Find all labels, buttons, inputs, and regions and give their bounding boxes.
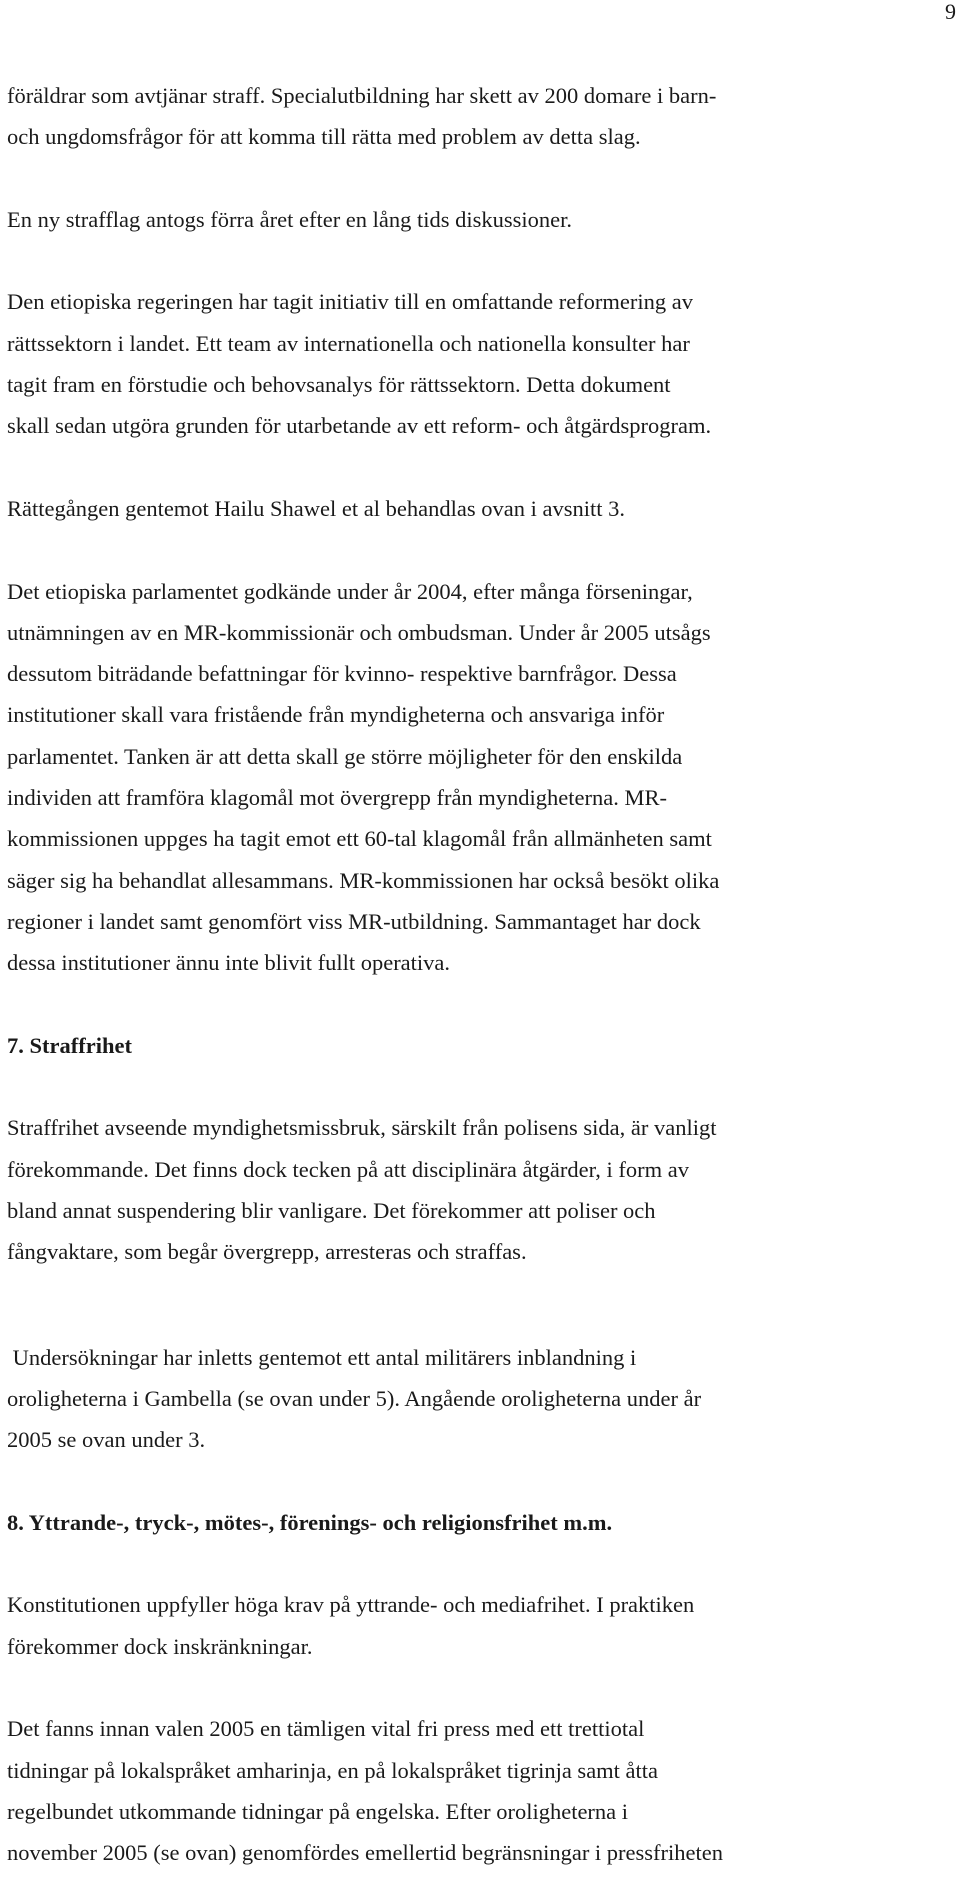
text-line: Rättegången gentemot Hailu Shawel et al behandlas ovan i avsnitt 3. — [7, 495, 625, 521]
text-line: kommissionen uppges ha tagit emot ett 60-tal klagomål från allmänheten samt — [7, 826, 712, 852]
text-line: parlamentet. Tanken är att detta skall ge större möjligheter för den enskilda — [7, 743, 683, 769]
text-line: Den etiopiska regeringen har tagit initiativ till en omfattande reformering av — [7, 289, 694, 315]
text-line: november 2005 (se ovan) genomfördes emellertid begränsningar i pressfriheten — [7, 1840, 724, 1866]
text-line: oroligheterna i Gambella (se ovan under 5). Angående oroligheterna under år — [7, 1385, 702, 1411]
text-line: Straffrihet avseende myndighetsmissbruk, särskilt från polisens sida, är vanligt — [7, 1115, 717, 1141]
text-line: utnämningen av en MR-kommissionär och ombudsman. Under år 2005 utsågs — [7, 619, 711, 645]
text-line: En ny strafflag antogs förra året efter en lång tids diskussioner. — [7, 206, 573, 232]
paragraph-child-judges — [7, 75, 952, 158]
section-heading-7: 7. Straffrihet — [7, 1032, 132, 1058]
text-line: förekommer dock inskränkningar. — [7, 1633, 313, 1659]
document-body — [7, 75, 952, 1873]
text-line: skall sedan utgöra grunden för utarbetande av ett reform- och åtgärdsprogram. — [7, 413, 712, 439]
paragraph-gambella-investigations — [7, 1337, 952, 1461]
paragraph-hailu-shawel-trial — [7, 488, 952, 529]
paragraph-penal-code — [7, 199, 952, 240]
paragraph-human-rights-commission — [7, 571, 952, 984]
paragraph-justice-reform — [7, 281, 952, 446]
paragraph-impunity — [7, 1107, 952, 1272]
text-line: Det fanns innan valen 2005 en tämligen vital fri press med ett trettiotal — [7, 1716, 645, 1742]
text-line: tagit fram en förstudie och behovsanalys för rättssektorn. Detta dokument — [7, 372, 671, 398]
text-line: föräldrar som avtjänar straff. Specialutbildning har skett av 200 domare i barn- — [7, 83, 717, 108]
text-line: Det etiopiska parlamentet godkände under år 2004, efter många förseningar, — [7, 578, 693, 604]
page-number: 9 — [945, 0, 956, 24]
text-line: och ungdomsfrågor för att komma till rätta med problem av detta slag. — [7, 124, 641, 150]
text-line: Undersökningar har inletts gentemot ett antal militärers inblandning i — [7, 1344, 637, 1370]
text-line: 2005 se ovan under 3. — [7, 1427, 206, 1453]
text-line: regelbundet utkommande tidningar på engelska. Efter oroligheterna i — [7, 1798, 629, 1824]
text-line: säger sig ha behandlat allesammans. MR-kommissionen har också besökt olika — [7, 867, 720, 893]
text-line: individen att framföra klagomål mot övergrepp från myndigheterna. MR- — [7, 785, 668, 811]
text-line: institutioner skall vara fristående från myndigheterna och ansvariga inför — [7, 702, 665, 728]
text-line: tidningar på lokalspråket amharinja, en på lokalspråket tigrinja samt åtta — [7, 1757, 659, 1783]
text-line: förekommande. Det finns dock tecken på att disciplinära åtgärder, i form av — [7, 1156, 689, 1182]
text-line: bland annat suspendering blir vanligare. Det förekommer att poliser och — [7, 1198, 656, 1224]
text-line: fångvaktare, som begår övergrepp, arresteras och straffas. — [7, 1239, 527, 1265]
text-line: regioner i landet samt genomfört viss MR-utbildning. Sammantaget har dock — [7, 908, 701, 934]
text-line: dessutom biträdande befattningar för kvinno- respektive barnfrågor. Dessa — [7, 661, 677, 687]
text-line: dessa institutioner ännu inte blivit fullt operativa. — [7, 950, 451, 976]
paragraph-free-press — [7, 1708, 952, 1873]
paragraph-constitution-media — [7, 1584, 952, 1667]
text-line: rättssektorn i landet. Ett team av internationella och nationella konsulter har — [7, 330, 690, 356]
section-heading-8: 8. Yttrande-, tryck-, mötes-, förenings- och religionsfrihet m.m. — [7, 1509, 613, 1535]
text-line: Konstitutionen uppfyller höga krav på yttrande- och mediafrihet. I praktiken — [7, 1592, 695, 1618]
